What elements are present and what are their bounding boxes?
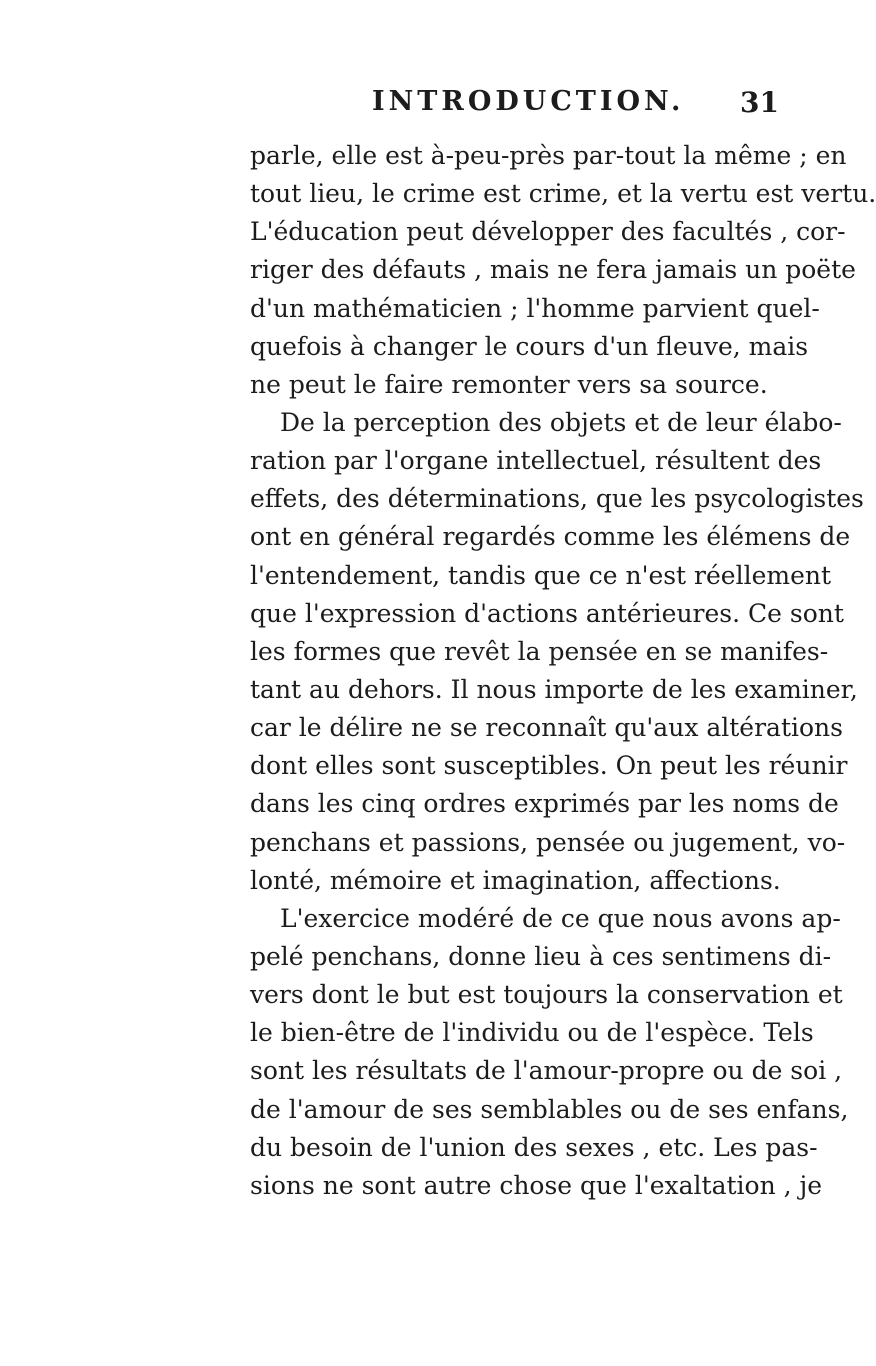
text-line: riger des défauts , mais ne fera jamais un poëte — [250, 255, 856, 285]
text-line: les formes que revêt la pensée en se manifes- — [250, 636, 829, 666]
text-line: penchans et passions, pensée ou jugement, vo- — [250, 827, 846, 857]
body-text — [250, 137, 876, 1205]
text-line: dans les cinq ordres exprimés par les noms de — [250, 789, 839, 819]
text-line: ration par l'organe intellectuel, résultent des — [250, 446, 822, 476]
text-line: l'entendement, tandis que ce n'est réellement — [250, 560, 832, 590]
text-line: effets, des déterminations, que les psycologistes — [250, 484, 864, 514]
text-line: le bien-être de l'individu ou de l'espèce. Tels — [250, 1018, 814, 1048]
text-line: parle, elle est à-peu-près par-tout la même ; en — [250, 141, 847, 170]
text-line: ont en général regardés comme les élémens de — [250, 522, 851, 552]
text-line: L'éducation peut développer des facultés , cor- — [250, 217, 846, 247]
text-line: ne peut le faire remonter vers sa source. — [250, 369, 768, 399]
text-line: lonté, mémoire et imagination, affections. — [250, 865, 781, 895]
running-head-title: INTRODUCTION. — [372, 86, 685, 117]
text-line: L'exercice modéré de ce que nous avons ap- — [280, 903, 841, 933]
text-line: pelé penchans, donne lieu à ces sentimens di- — [250, 941, 832, 971]
text-line: d'un mathématicien ; l'homme parvient quel- — [250, 293, 820, 323]
text-line: dont elles sont susceptibles. On peut les réunir — [250, 751, 848, 781]
text-line: De la perception des objets et de leur élabo- — [280, 407, 842, 437]
running-head — [0, 86, 801, 126]
text-line: vers dont le but est toujours la conservation et — [250, 980, 843, 1010]
text-line: que l'expression d'actions antérieures. Ce sont — [250, 598, 844, 628]
text-line: car le délire ne se reconnaît qu'aux altérations — [250, 713, 843, 743]
text-line: sont les résultats de l'amour-propre ou de soi , — [250, 1056, 843, 1086]
text-line: de l'amour de ses semblables ou de ses enfans, — [250, 1094, 849, 1124]
text-line: sions ne sont autre chose que l'exaltation , je — [250, 1170, 823, 1200]
text-line: tant au dehors. Il nous importe de les examiner, — [250, 674, 858, 704]
text-line: quefois à changer le cours d'un fleuve, mais — [250, 331, 809, 361]
text-line: du besoin de l'union des sexes , etc. Les pas- — [250, 1132, 818, 1162]
text-line: tout lieu, le crime est crime, et la vertu est vertu. — [250, 179, 876, 209]
page-number: 31 — [740, 86, 779, 119]
